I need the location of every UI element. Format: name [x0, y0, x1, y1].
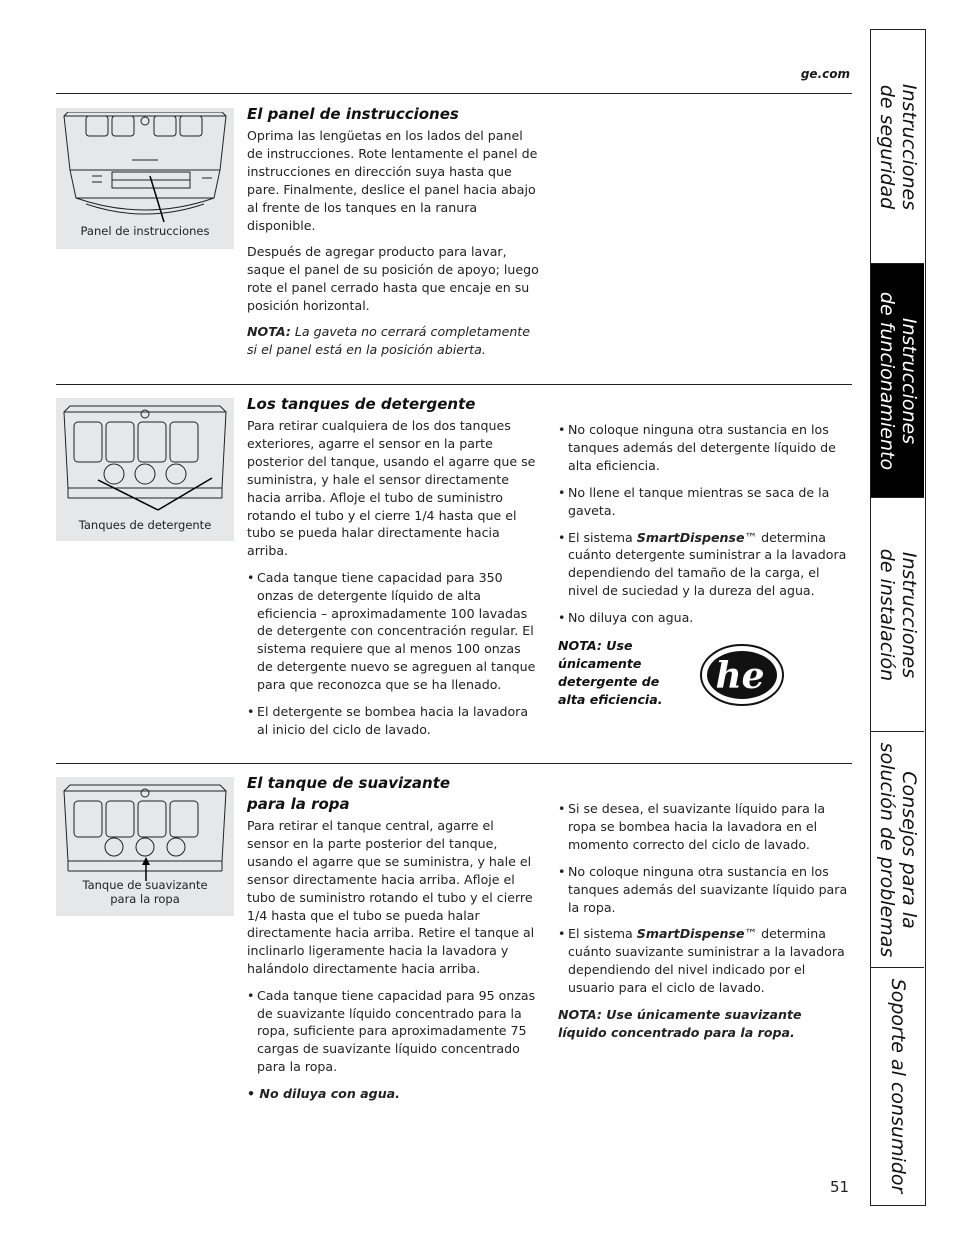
- tab-consejos-solucion-de-problemas[interactable]: Consejos para la solución de problemas: [871, 732, 924, 968]
- tab-instrucciones-de-instalacion[interactable]: Instrucciones de instalación: [871, 498, 924, 732]
- bullet-item: • Cada tanque tiene capacidad para 95 onzas de suavizante líquido concentrado para la ropa, suficiente para aproximadamente 75 cargas de suavizante líquido concentrado para la ropa.: [247, 987, 539, 1077]
- section2-left-column: [247, 394, 539, 748]
- section1-column: [247, 104, 539, 367]
- bullet-item: • No llene el tanque mientras se saca de la gaveta.: [558, 484, 850, 520]
- header-rule: [56, 93, 852, 94]
- page-number: 51: [830, 1178, 850, 1196]
- softener-note: NOTA: Use únicamente suavizante líquido concentrado para la ropa.: [558, 1007, 802, 1040]
- section-tabs: [870, 29, 926, 1206]
- bullet-item: • No coloque ninguna otra sustancia en los tanques además del detergente líquido de alta eficiencia.: [558, 421, 850, 475]
- emphasis-note: • No diluya con agua.: [247, 1086, 400, 1102]
- section-divider: [56, 763, 852, 764]
- tab-instrucciones-de-funcionamiento[interactable]: Instrucciones de funcionamiento: [871, 264, 924, 498]
- section-title: Los tanques de detergente: [247, 395, 476, 413]
- tab-soporte-al-consumidor[interactable]: Soporte al consumidor: [886, 978, 909, 1194]
- section-title: El tanque de suavizante para la ropa: [247, 774, 451, 813]
- figure-caption: Tanques de detergente: [78, 518, 212, 532]
- figure-detergent-tanks: [56, 398, 234, 541]
- paragraph: Después de agregar producto para lavar, saque el panel de su posición de apoyo; luego rote el panel cerrado hasta que encaje en su posición horizontal.: [247, 243, 539, 313]
- bullet-item: • Si se desea, el suavizante líquido para la ropa se bombea hacia la lavadora en el momento correcto del ciclo de lavado.: [558, 800, 850, 854]
- figure-caption: Tanque de suavizante para la ropa: [82, 878, 208, 906]
- bullet-item: • El sistema SmartDispense™ determina cuánto detergente suministrar a la lavadora dependiendo del tamaño de la carga, el nivel de suciedad y la dureza del agua.: [558, 529, 850, 601]
- section3-right-column: [558, 800, 850, 1050]
- section-divider: [56, 384, 852, 385]
- figure-caption: Panel de instrucciones: [80, 224, 210, 238]
- instruction-panel-illustration: [62, 112, 228, 227]
- figure-instruction-panel: [56, 108, 234, 249]
- paragraph: Oprima las lengüetas en los lados del panel de instrucciones. Rote lentamente el panel de instrucciones en dirección suya hasta que pare. Finalmente, deslice el panel hacia abajo al frente de los tanques en la ranura disponible.: [247, 128, 538, 233]
- section2-right-column: [558, 421, 850, 636]
- he-detergent-note: NOTA: Use únicamente detergente de alta eficiencia.: [558, 638, 663, 707]
- paragraph: Para retirar el tanque central, agarre el sensor en la parte posterior del tanque, usando el agarre que se suministra, y hale el sensor directamente hacia arriba. Afloje el tubo de suministro rotando el tubo y el cierre 1/4 hasta que el tubo se pueda halar directamente hacia arriba. Retire el tanque al inclinarlo ligeramente hacia la lavadora y halándolo directamente hacia arriba.: [247, 818, 535, 977]
- bullet-item: • Cada tanque tiene capacidad para 350 onzas de detergente líquido de alta eficiencia – aproximadamente 100 lavadas de detergente con concentración regular. El sistema requiere que al menos 100 onzas de detergente nuevo se agreguen al tanque para que reconozca que se ha llenado.: [247, 569, 539, 694]
- site-url: ge.com: [800, 67, 850, 81]
- detergent-tanks-illustration: [62, 402, 228, 514]
- tab-instrucciones-de-seguridad[interactable]: Instrucciones de seguridad: [871, 30, 924, 264]
- figure-softener-tank: [56, 777, 234, 916]
- paragraph: Para retirar cualquiera de los dos tanques exteriores, agarre el sensor en la parte posterior del tanque, usando el agarre que se suministra, y hale el sensor directamente hacia arriba. Afloje el tubo de suministro rotando el tubo y el cierre 1/4 hasta que el tubo se pueda halar directamente hacia arriba.: [247, 418, 536, 559]
- bullet-item: • El sistema SmartDispense™ determina cuánto suavizante suministrar a la lavadora dependiendo del nivel indicado por el usuario para el ciclo de lavado.: [558, 925, 850, 997]
- note: NOTA: La gaveta no cerrará completamente si el panel está en la posición abierta.: [247, 324, 530, 357]
- section-title: El panel de instrucciones: [247, 105, 459, 123]
- svg-text:he: he: [715, 655, 765, 697]
- bullet-item: • El detergente se bombea hacia la lavadora al inicio del ciclo de lavado.: [247, 703, 539, 739]
- softener-tank-illustration: [62, 781, 228, 887]
- bullet-item: • No diluya con agua.: [558, 609, 850, 627]
- section3-left-column: [247, 773, 539, 1112]
- bullet-item: • No coloque ninguna otra sustancia en los tanques además del suavizante líquido para la ropa.: [558, 863, 850, 917]
- he-logo-icon: [700, 644, 784, 706]
